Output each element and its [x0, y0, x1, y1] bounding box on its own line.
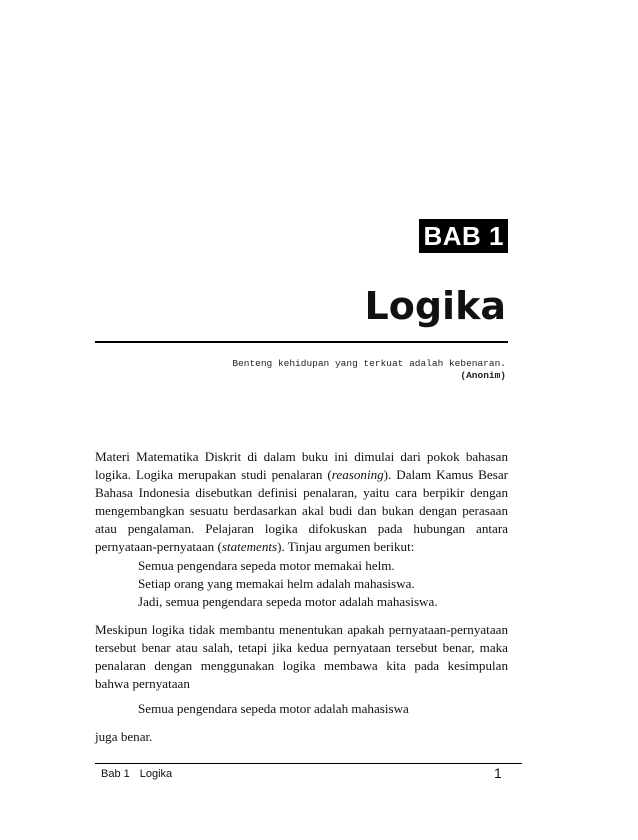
page-number: 1: [494, 765, 502, 781]
argument-premise-1: Semua pengendara sepeda motor memakai helm.: [138, 558, 395, 573]
footer-chapter-name: Logika: [139, 768, 173, 780]
second-paragraph: Meskipun logika tidak membantu menentukan apakah pernyataan-pernyataan tersebut benar atau salah, tetapi jika kedua pernyataan tersebut benar, maka penalaran dengan menggunakan logika membawa kita pada kesimpulan bahwa pernyataan: [95, 622, 508, 691]
epigraph-author: (Anonim): [460, 370, 506, 381]
term-statements: statements: [221, 539, 278, 554]
conclusion-statement: Semua pengendara sepeda motor adalah mahasiswa: [138, 701, 409, 716]
intro-paragraph: [95, 448, 508, 556]
footer-chapter: [101, 767, 172, 781]
paragraph-gap: [95, 611, 508, 621]
chapter-title: Logika: [364, 284, 506, 328]
argument-block: [138, 557, 508, 611]
argument-conclusion: Jadi, semua pengendara sepeda motor adalah mahasiswa.: [138, 594, 438, 609]
intro-text-2: ). Dalam Kamus Besar Bahasa Indonesia disebutkan definisi penalaran, yaitu cara berpikir dengan mengembangkan sesuatu berdasarkan akal budi dan bukan dengan perasaan atau pengalaman. Pelajaran logika difokuskan pada hubungan antara pernyataan-pernyataan (: [95, 467, 508, 554]
footer-chapter-label: Bab 1: [101, 768, 130, 780]
body-text: [95, 448, 508, 746]
intro-text-3: ). Tinjau argumen berikut:: [277, 539, 415, 554]
title-divider: [95, 341, 508, 343]
intro-text-1: Materi Matematika Diskrit di dalam buku ini dimulai dari pokok bahasan logika. Logika merupakan studi penalaran (: [95, 449, 508, 482]
footer-divider: [95, 763, 522, 764]
chapter-badge: BAB 1: [419, 219, 508, 253]
argument-premise-2: Setiap orang yang memakai helm adalah mahasiswa.: [138, 576, 415, 591]
epigraph-quote: Benteng kehidupan yang terkuat adalah kebenaran.: [232, 358, 506, 369]
closing-text: juga benar.: [95, 729, 153, 744]
term-reasoning: reasoning: [331, 467, 384, 482]
epigraph: [232, 358, 506, 382]
